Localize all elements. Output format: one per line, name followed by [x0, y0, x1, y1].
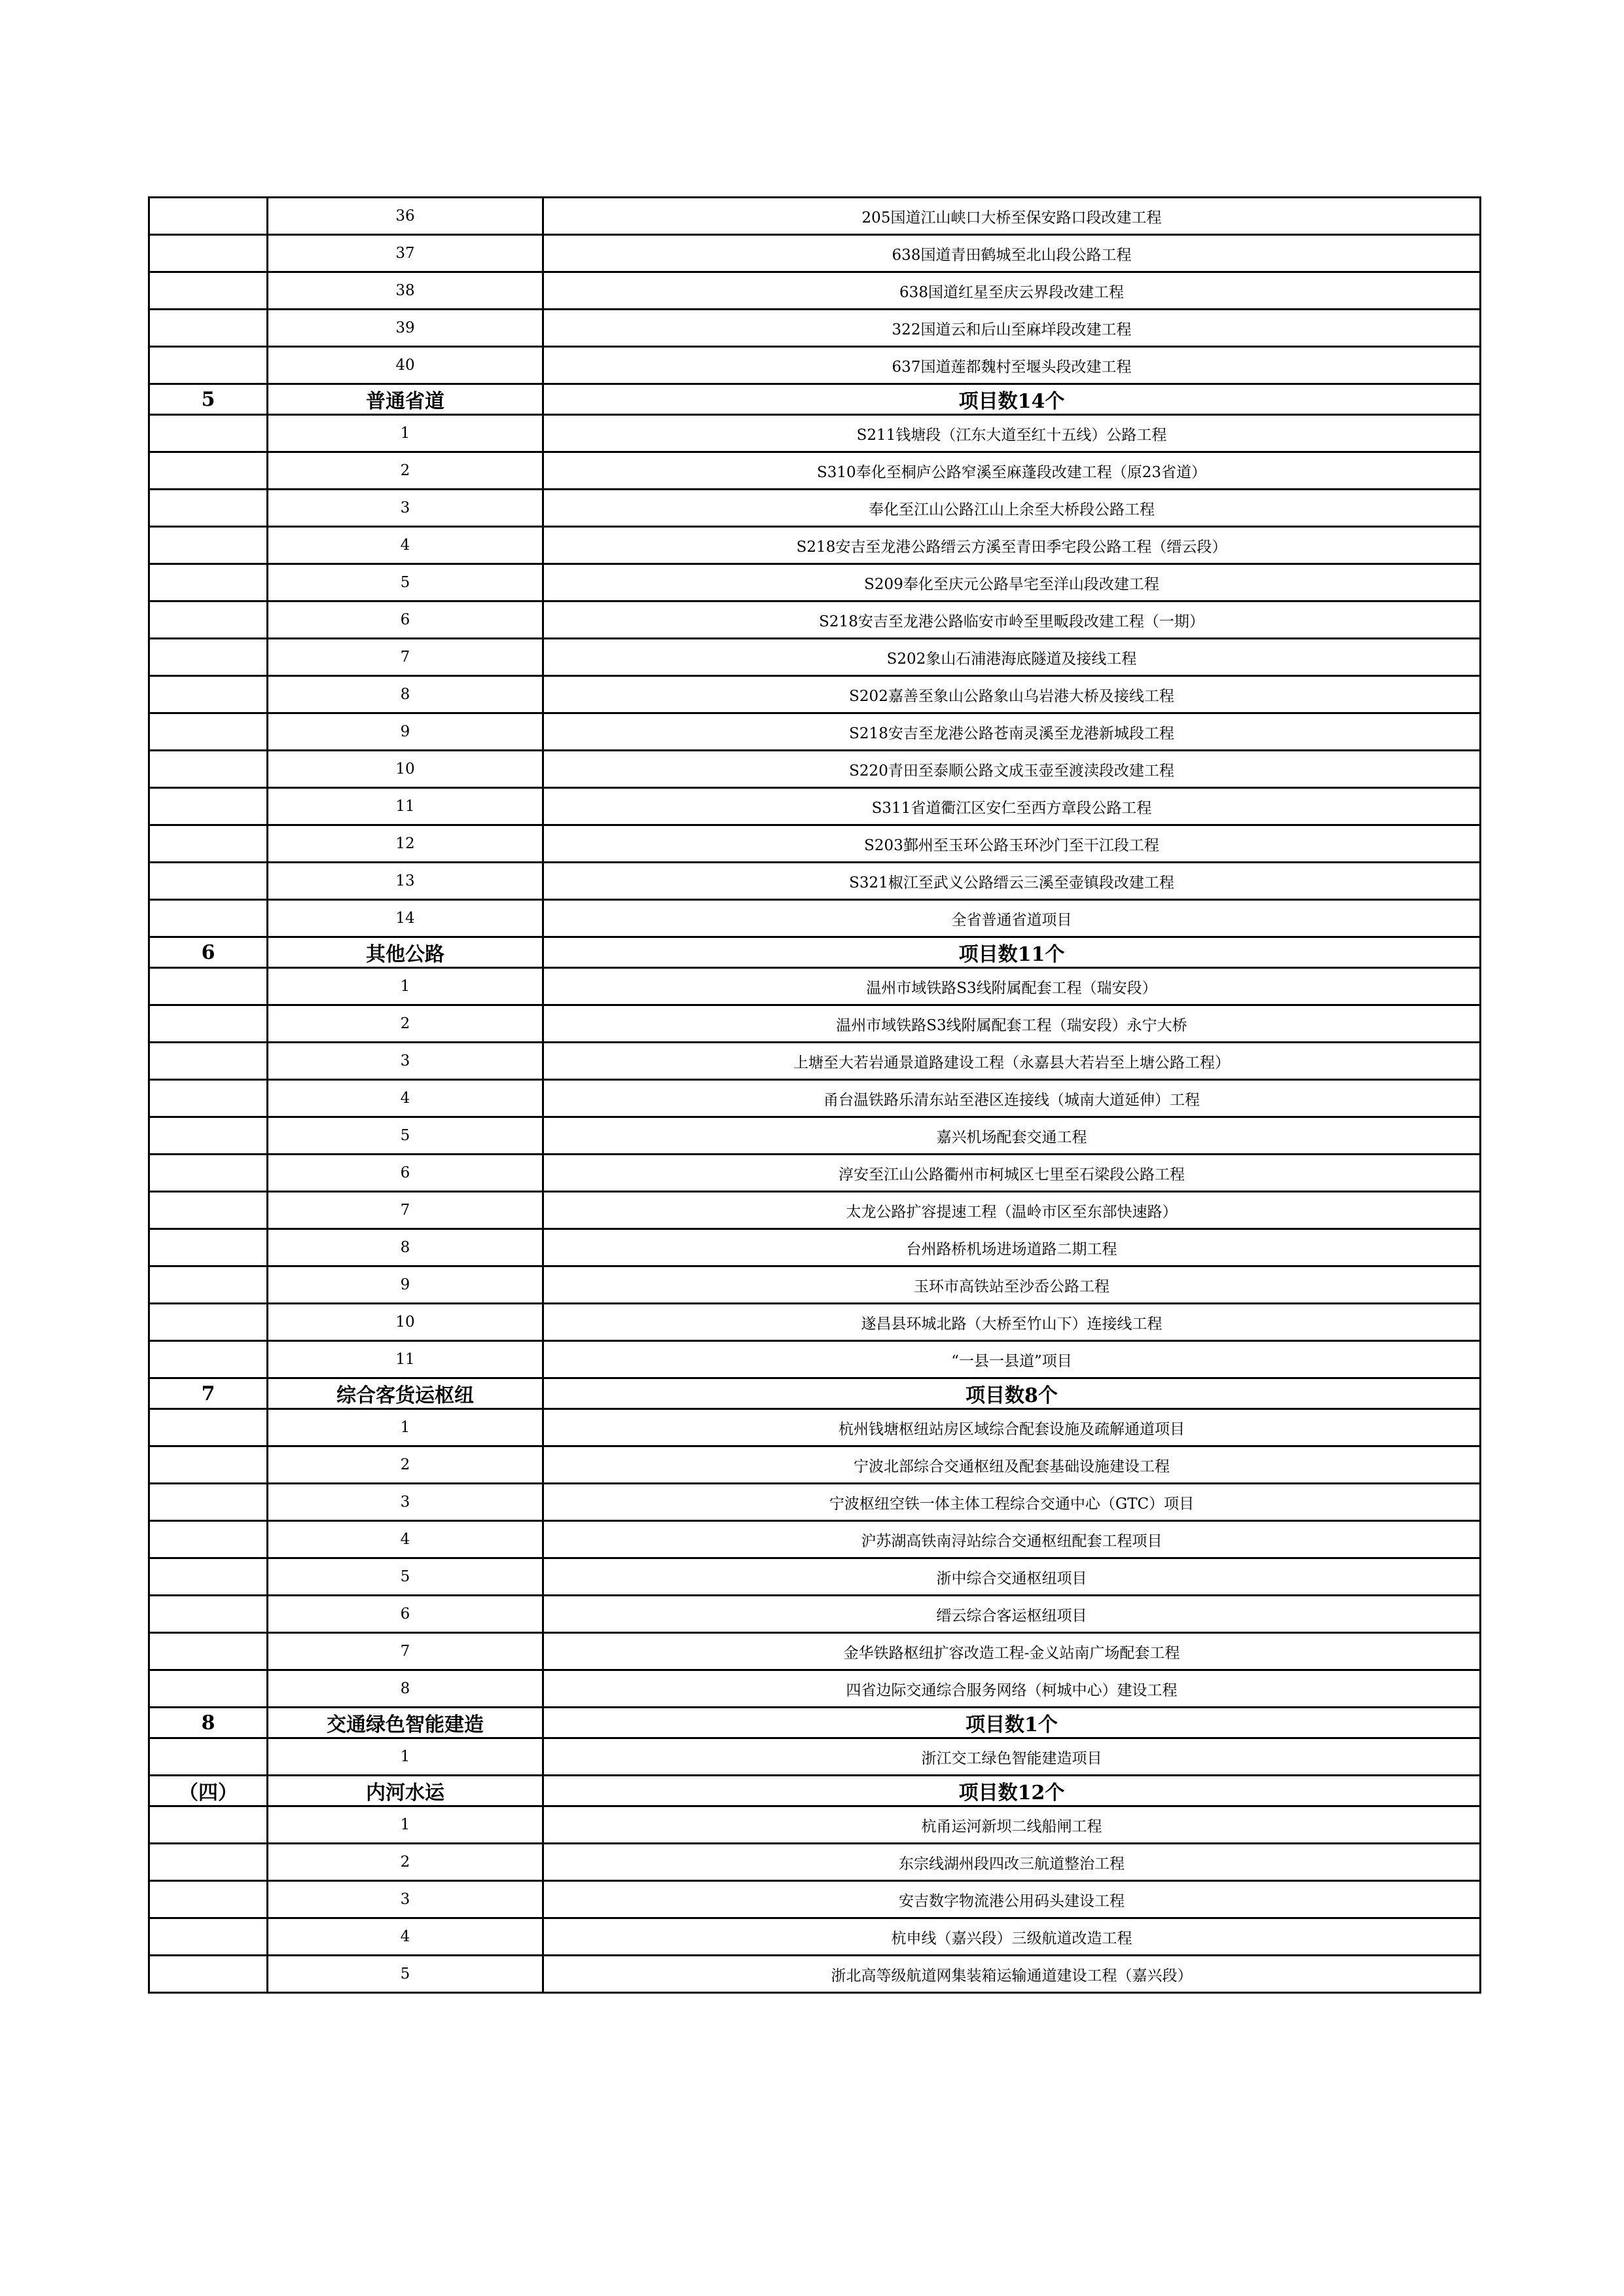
item-name-cell: 宁波北部综合交通枢纽及配套基础设施建设工程	[543, 1446, 1481, 1484]
project-row	[149, 272, 1481, 310]
project-row	[149, 1670, 1481, 1708]
project-row	[149, 310, 1481, 347]
item-name-cell: S211钱塘段（江东大道至红十五线）公路工程	[543, 415, 1481, 452]
empty-cell	[149, 1446, 268, 1484]
project-row	[149, 1043, 1481, 1080]
category-row	[149, 937, 1481, 968]
item-name-cell: 金华铁路枢纽扩容改造工程-金义站南广场配套工程	[543, 1633, 1481, 1670]
item-name-cell: 遂昌县环城北路（大桥至竹山下）连接线工程	[543, 1304, 1481, 1341]
item-name-cell: S311省道衢江区安仁至西方章段公路工程	[543, 788, 1481, 825]
empty-cell	[149, 490, 268, 527]
item-number-cell: 5	[268, 564, 543, 601]
item-name-cell: S321椒江至武义公路缙云三溪至壶镇段改建工程	[543, 863, 1481, 900]
project-row	[149, 235, 1481, 272]
empty-cell	[149, 788, 268, 825]
item-name-cell: S202嘉善至象山公路象山乌岩港大桥及接线工程	[543, 676, 1481, 713]
project-row	[149, 415, 1481, 452]
item-name-cell: 温州市域铁路S3线附属配套工程（瑞安段）	[543, 968, 1481, 1005]
item-number-cell: 6	[268, 1155, 543, 1192]
project-row	[149, 1117, 1481, 1155]
group-count-cell: 项目数8个	[543, 1378, 1481, 1409]
item-name-cell: S218安吉至龙港公路临安市岭至里畈段改建工程（一期）	[543, 601, 1481, 639]
empty-cell	[149, 1484, 268, 1521]
project-row	[149, 1844, 1481, 1881]
empty-cell	[149, 1596, 268, 1633]
project-row	[149, 1558, 1481, 1596]
group-index-cell: 8	[149, 1708, 268, 1738]
item-name-cell: 四省边际交通综合服务网络（柯城中心）建设工程	[543, 1670, 1481, 1708]
empty-cell	[149, 1005, 268, 1043]
item-name-cell: 宁波枢纽空铁一体主体工程综合交通中心（GTC）项目	[543, 1484, 1481, 1521]
empty-cell	[149, 452, 268, 490]
item-name-cell: 浙北高等级航道网集装箱运输通道建设工程（嘉兴段）	[543, 1956, 1481, 1993]
project-row	[149, 1956, 1481, 1993]
project-row	[149, 527, 1481, 564]
project-row	[149, 198, 1481, 235]
item-number-cell: 6	[268, 601, 543, 639]
item-number-cell: 2	[268, 452, 543, 490]
item-name-cell: 淳安至江山公路衢州市柯城区七里至石梁段公路工程	[543, 1155, 1481, 1192]
project-row	[149, 1521, 1481, 1558]
empty-cell	[149, 1080, 268, 1117]
item-number-cell: 1	[268, 1738, 543, 1776]
item-number-cell: 3	[268, 1484, 543, 1521]
item-number-cell: 7	[268, 639, 543, 676]
item-name-cell: 沪苏湖高铁南浔站综合交通枢纽配套工程项目	[543, 1521, 1481, 1558]
item-name-cell: 205国道江山峡口大桥至保安路口段改建工程	[543, 198, 1481, 235]
item-number-cell: 1	[268, 1806, 543, 1844]
empty-cell	[149, 1155, 268, 1192]
item-number-cell: 4	[268, 527, 543, 564]
item-name-cell: S220青田至泰顺公路文成玉壶至渡渎段改建工程	[543, 751, 1481, 788]
empty-cell	[149, 1670, 268, 1708]
group-index-cell: 6	[149, 937, 268, 968]
item-number-cell: 12	[268, 825, 543, 863]
empty-cell	[149, 1229, 268, 1266]
item-name-cell: S209奉化至庆元公路旱宅至洋山段改建工程	[543, 564, 1481, 601]
project-table-body	[149, 198, 1481, 1993]
project-row	[149, 1806, 1481, 1844]
empty-cell	[149, 564, 268, 601]
empty-cell	[149, 900, 268, 937]
empty-cell	[149, 968, 268, 1005]
item-number-cell: 2	[268, 1446, 543, 1484]
item-number-cell: 1	[268, 968, 543, 1005]
item-name-cell: 温州市域铁路S3线附属配套工程（瑞安段）永宁大桥	[543, 1005, 1481, 1043]
project-row	[149, 639, 1481, 676]
item-number-cell: 4	[268, 1918, 543, 1956]
empty-cell	[149, 1117, 268, 1155]
project-row	[149, 1341, 1481, 1378]
item-name-cell: S218安吉至龙港公路苍南灵溪至龙港新城段工程	[543, 713, 1481, 751]
empty-cell	[149, 1844, 268, 1881]
item-name-cell: 638国道红星至庆云界段改建工程	[543, 272, 1481, 310]
empty-cell	[149, 639, 268, 676]
empty-cell	[149, 235, 268, 272]
project-row	[149, 788, 1481, 825]
project-table	[148, 196, 1481, 1994]
item-number-cell: 8	[268, 676, 543, 713]
project-row	[149, 452, 1481, 490]
empty-cell	[149, 1633, 268, 1670]
empty-cell	[149, 1881, 268, 1918]
empty-cell	[149, 1192, 268, 1229]
project-row	[149, 564, 1481, 601]
item-name-cell: 浙江交工绿色智能建造项目	[543, 1738, 1481, 1776]
empty-cell	[149, 415, 268, 452]
empty-cell	[149, 527, 268, 564]
project-row	[149, 1005, 1481, 1043]
item-number-cell: 37	[268, 235, 543, 272]
project-row	[149, 713, 1481, 751]
item-number-cell: 9	[268, 713, 543, 751]
item-name-cell: S218安吉至龙港公路缙云方溪至青田季宅段公路工程（缙云段）	[543, 527, 1481, 564]
item-name-cell: S203鄞州至玉环公路玉环沙门至干江段工程	[543, 825, 1481, 863]
item-name-cell: 322国道云和后山至麻垟段改建工程	[543, 310, 1481, 347]
empty-cell	[149, 751, 268, 788]
project-row	[149, 347, 1481, 384]
item-number-cell: 3	[268, 1881, 543, 1918]
item-number-cell: 3	[268, 490, 543, 527]
empty-cell	[149, 347, 268, 384]
item-number-cell: 10	[268, 1304, 543, 1341]
group-count-cell: 项目数1个	[543, 1708, 1481, 1738]
item-number-cell: 1	[268, 415, 543, 452]
empty-cell	[149, 1266, 268, 1304]
item-number-cell: 11	[268, 788, 543, 825]
item-number-cell: 2	[268, 1844, 543, 1881]
category-row	[149, 1708, 1481, 1738]
project-row	[149, 676, 1481, 713]
item-number-cell: 8	[268, 1229, 543, 1266]
item-number-cell: 8	[268, 1670, 543, 1708]
project-row	[149, 863, 1481, 900]
empty-cell	[149, 198, 268, 235]
project-row	[149, 1738, 1481, 1776]
item-name-cell: 浙中综合交通枢纽项目	[543, 1558, 1481, 1596]
item-name-cell: S202象山石浦港海底隧道及接线工程	[543, 639, 1481, 676]
empty-cell	[149, 1806, 268, 1844]
empty-cell	[149, 713, 268, 751]
empty-cell	[149, 1304, 268, 1341]
group-count-cell: 项目数14个	[543, 384, 1481, 415]
item-number-cell: 36	[268, 198, 543, 235]
project-row	[149, 1155, 1481, 1192]
empty-cell	[149, 601, 268, 639]
item-number-cell: 6	[268, 1596, 543, 1633]
empty-cell	[149, 1409, 268, 1446]
project-row	[149, 490, 1481, 527]
item-name-cell: 嘉兴机场配套交通工程	[543, 1117, 1481, 1155]
group-category-cell: 其他公路	[268, 937, 543, 968]
group-index-cell: 7	[149, 1378, 268, 1409]
project-row	[149, 1266, 1481, 1304]
empty-cell	[149, 1956, 268, 1993]
item-number-cell: 7	[268, 1633, 543, 1670]
item-name-cell: 太龙公路扩容提速工程（温岭市区至东部快速路）	[543, 1192, 1481, 1229]
item-number-cell: 5	[268, 1558, 543, 1596]
empty-cell	[149, 1521, 268, 1558]
empty-cell	[149, 676, 268, 713]
project-row	[149, 1192, 1481, 1229]
item-number-cell: 13	[268, 863, 543, 900]
category-row	[149, 1378, 1481, 1409]
item-number-cell: 38	[268, 272, 543, 310]
group-count-cell: 项目数12个	[543, 1776, 1481, 1806]
item-name-cell: S310奉化至桐庐公路窄溪至麻蓬段改建工程（原23省道）	[543, 452, 1481, 490]
item-name-cell: 全省普通省道项目	[543, 900, 1481, 937]
empty-cell	[149, 1341, 268, 1378]
project-row	[149, 1409, 1481, 1446]
project-row	[149, 1304, 1481, 1341]
group-category-cell: 综合客货运枢纽	[268, 1378, 543, 1409]
project-row	[149, 1596, 1481, 1633]
group-category-cell: 普通省道	[268, 384, 543, 415]
item-number-cell: 7	[268, 1192, 543, 1229]
item-name-cell: 安吉数字物流港公用码头建设工程	[543, 1881, 1481, 1918]
item-number-cell: 9	[268, 1266, 543, 1304]
item-number-cell: 5	[268, 1956, 543, 1993]
item-number-cell: 10	[268, 751, 543, 788]
project-row	[149, 900, 1481, 937]
item-name-cell: 638国道青田鹤城至北山段公路工程	[543, 235, 1481, 272]
group-index-cell: 5	[149, 384, 268, 415]
empty-cell	[149, 863, 268, 900]
project-row	[149, 1881, 1481, 1918]
item-name-cell: “一县一县道”项目	[543, 1341, 1481, 1378]
item-name-cell: 上塘至大若岩通景道路建设工程（永嘉县大若岩至上塘公路工程）	[543, 1043, 1481, 1080]
item-number-cell: 4	[268, 1080, 543, 1117]
item-number-cell: 14	[268, 900, 543, 937]
item-name-cell: 杭甬运河新坝二线船闸工程	[543, 1806, 1481, 1844]
item-number-cell: 2	[268, 1005, 543, 1043]
group-category-cell: 交通绿色智能建造	[268, 1708, 543, 1738]
item-name-cell: 甬台温铁路乐清东站至港区连接线（城南大道延伸）工程	[543, 1080, 1481, 1117]
project-row	[149, 1080, 1481, 1117]
item-number-cell: 39	[268, 310, 543, 347]
item-number-cell: 3	[268, 1043, 543, 1080]
item-number-cell: 4	[268, 1521, 543, 1558]
project-row	[149, 1446, 1481, 1484]
project-row	[149, 1918, 1481, 1956]
category-row	[149, 384, 1481, 415]
empty-cell	[149, 310, 268, 347]
item-number-cell: 1	[268, 1409, 543, 1446]
empty-cell	[149, 1918, 268, 1956]
empty-cell	[149, 1738, 268, 1776]
item-name-cell: 东宗线湖州段四改三航道整治工程	[543, 1844, 1481, 1881]
item-name-cell: 杭州钱塘枢纽站房区域综合配套设施及疏解通道项目	[543, 1409, 1481, 1446]
empty-cell	[149, 272, 268, 310]
item-name-cell: 637国道莲都魏村至堰头段改建工程	[543, 347, 1481, 384]
project-row	[149, 825, 1481, 863]
item-number-cell: 40	[268, 347, 543, 384]
group-count-cell: 项目数11个	[543, 937, 1481, 968]
project-row	[149, 601, 1481, 639]
project-row	[149, 751, 1481, 788]
group-category-cell: 内河水运	[268, 1776, 543, 1806]
category-row	[149, 1776, 1481, 1806]
empty-cell	[149, 1043, 268, 1080]
project-row	[149, 1229, 1481, 1266]
empty-cell	[149, 825, 268, 863]
project-row	[149, 1633, 1481, 1670]
item-name-cell: 奉化至江山公路江山上余至大桥段公路工程	[543, 490, 1481, 527]
item-number-cell: 5	[268, 1117, 543, 1155]
item-name-cell: 台州路桥机场进场道路二期工程	[543, 1229, 1481, 1266]
item-number-cell: 11	[268, 1341, 543, 1378]
project-row	[149, 1484, 1481, 1521]
empty-cell	[149, 1558, 268, 1596]
item-name-cell: 玉环市高铁站至沙岙公路工程	[543, 1266, 1481, 1304]
group-index-cell: （四）	[149, 1776, 268, 1806]
item-name-cell: 杭申线（嘉兴段）三级航道改造工程	[543, 1918, 1481, 1956]
item-name-cell: 缙云综合客运枢纽项目	[543, 1596, 1481, 1633]
project-row	[149, 968, 1481, 1005]
